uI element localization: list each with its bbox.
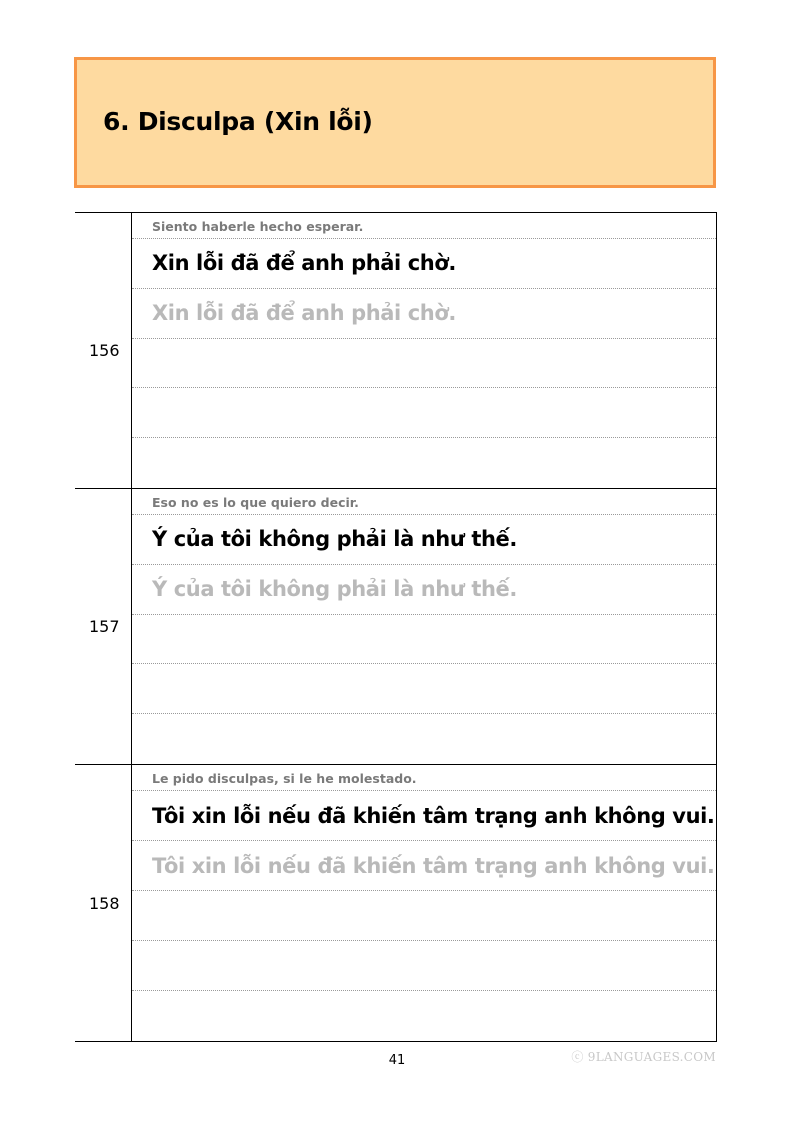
entry-number: 158 xyxy=(75,765,132,1041)
section-title-box xyxy=(74,57,716,188)
vietnamese-row xyxy=(132,791,716,841)
spanish-row xyxy=(132,489,716,515)
entry-rows xyxy=(132,213,716,488)
section-title: 6. Disculpa (Xin lỗi) xyxy=(103,107,373,136)
writing-line xyxy=(132,438,716,488)
entry-rows xyxy=(132,489,716,764)
entry-block xyxy=(75,765,716,1041)
entry-number: 156 xyxy=(75,213,132,488)
spanish-sentence: Le pido disculpas, si le he molestado. xyxy=(152,771,417,786)
vietnamese-sentence: Ý của tôi không phải là như thế. xyxy=(152,527,517,552)
writing-line xyxy=(132,891,716,941)
trace-sentence: Tôi xin lỗi nếu đã khiến tâm trạng anh không vui. xyxy=(152,853,715,878)
writing-line xyxy=(132,615,716,665)
writing-line xyxy=(132,388,716,438)
copyright-watermark: ⓒ 9LANGUAGES.COM xyxy=(571,1050,716,1064)
writing-line xyxy=(132,991,716,1041)
spanish-row xyxy=(132,765,716,791)
spanish-sentence: Siento haberle hecho esperar. xyxy=(152,218,364,234)
vietnamese-row xyxy=(132,239,716,289)
vietnamese-sentence: Tôi xin lỗi nếu đã khiến tâm trạng anh không vui. xyxy=(152,803,715,828)
writing-line xyxy=(132,941,716,991)
entry-number: 157 xyxy=(75,489,132,764)
entry-rows xyxy=(132,765,716,1041)
trace-row xyxy=(132,841,716,891)
trace-sentence: Xin lỗi đã để anh phải chờ. xyxy=(152,301,456,326)
writing-line xyxy=(132,339,716,389)
spanish-sentence: Eso no es lo que quiero decir. xyxy=(152,494,359,510)
page-number: 41 xyxy=(388,1053,406,1068)
writing-line xyxy=(132,714,716,764)
spanish-row xyxy=(132,213,716,239)
trace-sentence: Ý của tôi không phải là như thế. xyxy=(152,577,517,602)
entry-block xyxy=(75,489,716,765)
writing-line xyxy=(132,664,716,714)
entry-block xyxy=(75,213,716,489)
vietnamese-sentence: Xin lỗi đã để anh phải chờ. xyxy=(152,251,456,276)
trace-row xyxy=(132,289,716,339)
practice-table xyxy=(75,212,717,1042)
trace-row xyxy=(132,565,716,615)
vietnamese-row xyxy=(132,515,716,565)
